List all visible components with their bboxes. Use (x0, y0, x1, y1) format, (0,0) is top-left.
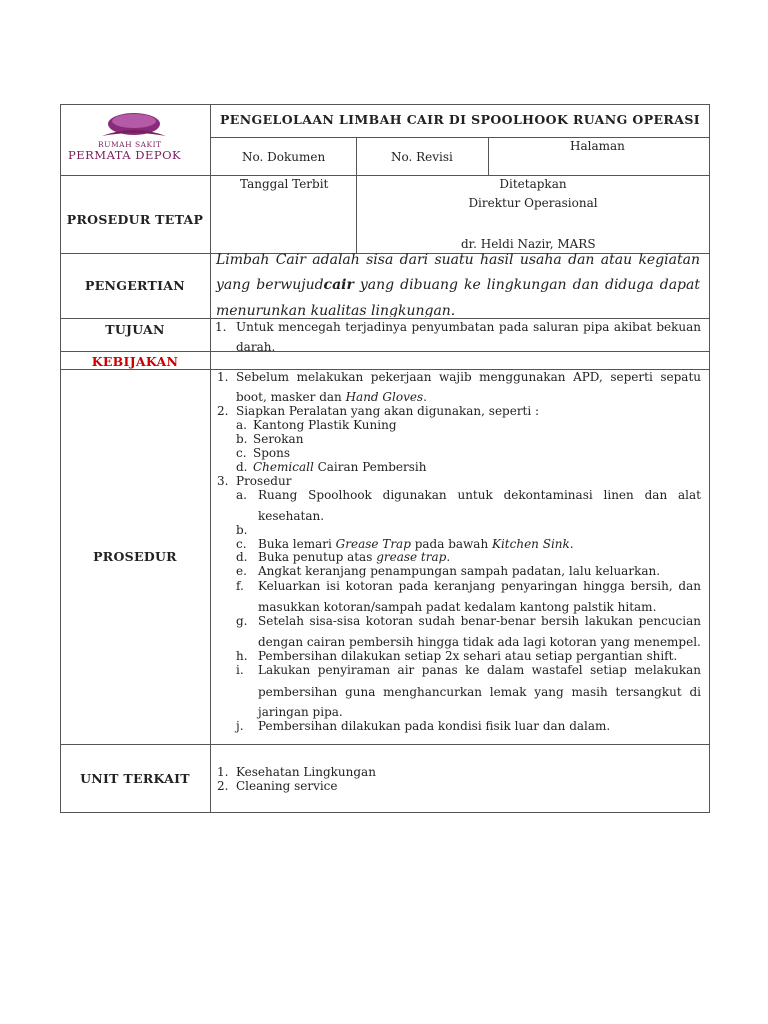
border-left (60, 104, 61, 813)
step3e-text: Angkat keranjang penampungan sampah padatan, lalu keluarkan. (258, 564, 661, 578)
prosedur-label: PROSEDUR (93, 549, 177, 564)
tanggal-terbit-label: Tanggal Terbit (240, 177, 329, 191)
kebijakan-label: KEBIJAKAN (91, 354, 179, 369)
step3-line: Prosedur (236, 474, 292, 488)
logo-line2: PERMATA DEPOK (68, 148, 182, 162)
step3e-num: e. (236, 564, 247, 578)
step3j-num: j. (236, 719, 244, 733)
tujuan-line1: Untuk mencegah terjadinya penyumbatan pada saluran pipa akibat bekuan (236, 320, 701, 334)
divider-prosedur (60, 744, 710, 745)
step3h-num: h. (236, 649, 248, 663)
jabatan-label: Direktur Operasional (468, 196, 598, 210)
step3c-num: c. (236, 537, 247, 551)
step3g-line1: Setelah sisa-sisa kotoran sudah benar-benar bersih lakukan pencucian (258, 614, 701, 628)
pengertian-line2: yang berwujudcair yang dibuang ke lingkungan dan diduga dapat (216, 277, 700, 293)
document-title: PENGELOLAAN LIMBAH CAIR DI SPOOLHOOK RUANG OPERASI (220, 112, 700, 127)
pengertian-line1: Limbah Cair adalah sisa dari suatu hasil usaha dan atau kegiatan (216, 252, 700, 268)
divider-pengertian (60, 318, 710, 319)
step2-num: 2. (217, 404, 229, 418)
tujuan-line2: darah. (236, 340, 276, 354)
step2a-text: Kantong Plastik Kuning (253, 418, 397, 432)
prosedur-tetap-label: PROSEDUR TETAP (66, 212, 204, 227)
border-bottom (60, 812, 710, 813)
step2d-text: Chemicall Cairan Pembersih (253, 460, 427, 474)
unit1-num: 1. (217, 765, 229, 779)
signatory-name: dr. Heldi Nazir, MARS (461, 237, 596, 251)
step3-num: 3. (217, 474, 229, 488)
unit2-num: 2. (217, 779, 229, 793)
divider-header (60, 175, 710, 176)
no-dokumen-label: No. Dokumen (242, 150, 326, 164)
step3c-text: Buka lemari Grease Trap pada bawah Kitchen Sink. (258, 537, 574, 551)
step3i-line2: pembersihan guna menghancurkan lemak yang masih tersangkut di (258, 685, 701, 699)
hospital-logo (62, 106, 208, 174)
border-right (709, 104, 710, 813)
step3f-line2: masukkan kotoran/sampah padat kedalam kantong palstik hitam. (258, 600, 657, 614)
step1-line2: boot, masker dan Hand Gloves. (236, 390, 427, 404)
tujuan-label: TUJUAN (105, 322, 165, 337)
step3a-line1: Ruang Spoolhook digunakan untuk dekontaminasi linen dan alat (258, 488, 701, 502)
step2c-text: Spons (253, 446, 291, 460)
no-revisi-label: No. Revisi (391, 150, 453, 164)
step2c-num: c. (236, 446, 247, 460)
unit2-text: Cleaning service (236, 779, 338, 793)
step2d-num: d. (236, 460, 248, 474)
divider-title (210, 137, 710, 138)
step2b-num: b. (236, 432, 248, 446)
step3h-text: Pembersihan dilakukan setiap 2x sehari atau setiap pergantian shift. (258, 649, 678, 663)
tujuan-num: 1. (215, 320, 227, 334)
halaman-label: Halaman (570, 139, 625, 153)
step1-num: 1. (217, 370, 229, 384)
divider-col-3 (488, 137, 489, 175)
step3f-num: f. (236, 579, 244, 593)
step3j-text: Pembersihan dilakukan pada kondisi fisik luar dan dalam. (258, 719, 611, 733)
pengertian-line3: menurunkan kualitas lingkungan. (216, 303, 456, 317)
divider-col (210, 104, 211, 813)
border-top (60, 104, 710, 105)
unit-terkait-label: UNIT TERKAIT (80, 771, 190, 786)
step3a-num: a. (236, 488, 247, 502)
unit1-text: Kesehatan Lingkungan (236, 765, 376, 779)
step3f-line1: Keluarkan isi kotoran pada keranjang penyaringan hingga bersih, dan (258, 579, 701, 593)
step3g-line2: dengan cairan pembersih hingga tidak ada lagi kotoran yang menempel. (258, 635, 701, 649)
ditetapkan-label: Ditetapkan (499, 177, 567, 191)
step2a-num: a. (236, 418, 247, 432)
step3i-line1: Lakukan penyiraman air panas ke dalam wastafel setiap melakukan (258, 663, 701, 677)
divider-tujuan (60, 351, 710, 352)
step3i-line3: jaringan pipa. (258, 705, 343, 719)
step3i-num: i. (236, 663, 244, 677)
pengertian-label: PENGERTIAN (85, 278, 185, 293)
step3g-num: g. (236, 614, 248, 628)
step3d-num: d. (236, 550, 248, 564)
logo-line1: RUMAH SAKIT (98, 140, 162, 149)
step3d-text: Buka penutup atas grease trap. (258, 550, 451, 564)
step3a-line2: kesehatan. (258, 509, 325, 523)
step1-line1: Sebelum melakukan pekerjaan wajib menggunakan APD, seperti sepatu (236, 370, 701, 384)
step3b-num: b. (236, 523, 248, 537)
step2b-text: Serokan (253, 432, 304, 446)
step2-line: Siapkan Peralatan yang akan digunakan, seperti : (236, 404, 540, 418)
